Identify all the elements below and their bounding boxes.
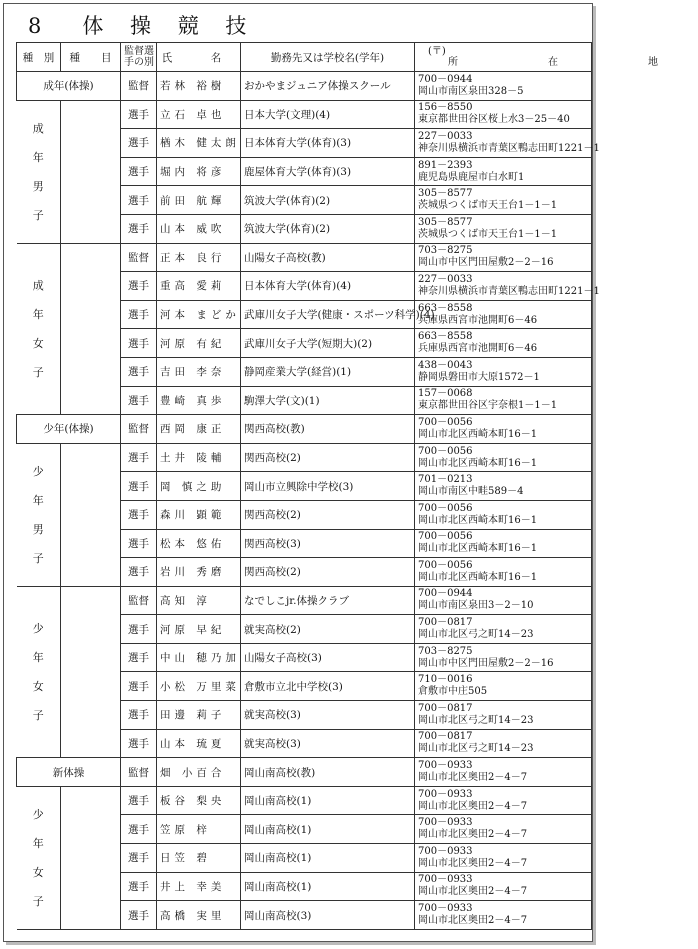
category-blank [61,443,121,586]
role-cell: 選手 [121,558,157,587]
school-cell: 関西高校(2) [241,500,415,529]
role-cell: 選手 [121,157,157,186]
category-label: 成 年 女 子 [17,243,61,415]
address-cell [415,844,592,873]
header-category-1: 種 別 [17,43,61,72]
postal-code: 703－8275 [418,645,473,657]
name-cell: 岩川 秀磨 [157,558,241,587]
address-cell [415,786,592,815]
name-cell: 立石 卓也 [157,100,241,129]
category-label: 少 年 男 子 [17,443,61,586]
address-text: 岡山市北区弓之町14－23 [418,743,534,755]
postal-code: 700－0933 [418,760,473,772]
role-cell: 選手 [121,815,157,844]
address-text: 鹿児島県鹿屋市白水町1 [418,171,525,183]
name-cell: 笠原 梓 [157,815,241,844]
name-cell: 畑 小百合 [157,758,241,787]
school-cell: 山陽女子高校(3) [241,643,415,672]
address-cell [415,357,592,386]
header-category-2: 種 目 [61,43,121,72]
address-cell [415,729,592,758]
table-row [17,758,592,787]
role-cell: 選手 [121,357,157,386]
school-cell: 武庫川女子大学(健康・スポーツ科学)(4) [241,300,415,329]
role-cell: 選手 [121,472,157,501]
address-cell [415,672,592,701]
postal-code: 700－0933 [418,845,473,857]
role-cell: 選手 [121,701,157,730]
table-row [17,786,592,815]
address-text: 岡山市北区弓之町14－23 [418,714,534,726]
table-row [17,72,592,101]
roster-body [17,43,698,930]
name-cell: 山本 琉夏 [157,729,241,758]
name-cell: 山本 威吹 [157,214,241,243]
address-text: 岡山市北区弓之町14－23 [418,629,534,641]
address-cell [415,872,592,901]
address-text: 岡山市北区西崎本町16－1 [418,514,538,526]
category-label: 少年(体操) [17,415,121,444]
postal-code: 227－0033 [418,273,473,285]
school-cell: 関西高校(教) [241,415,415,444]
address-text: 東京都世田谷区桜上水3－25－40 [418,114,570,126]
name-cell: 松本 悠佑 [157,529,241,558]
address-text: 東京都世田谷区宇奈根1－1－1 [418,400,558,412]
table-row [17,100,592,129]
role-cell: 監督 [121,758,157,787]
header-address [415,43,698,72]
role-cell: 選手 [121,186,157,215]
address-cell [415,272,600,301]
roster-table [16,42,698,930]
postal-code: 700－0056 [418,531,473,543]
address-text: 茨城県つくば市天王台1－1－1 [418,228,558,240]
name-cell: 河原 早紀 [157,615,241,644]
role-cell: 監督 [121,586,157,615]
address-cell [415,300,592,329]
role-cell: 監督 [121,243,157,272]
role-cell: 選手 [121,386,157,415]
address-text: 岡山市南区泉田3－2－10 [418,600,534,612]
name-cell: 前田 航輝 [157,186,241,215]
address-cell [415,643,592,672]
address-cell [415,758,592,787]
role-cell: 選手 [121,672,157,701]
name-cell: 楢木 健太朗 [157,129,241,158]
school-cell: 倉敷市立北中学校(3) [241,672,415,701]
school-cell: 岡山南高校(1) [241,815,415,844]
school-cell: 武庫川女子大学(短期大)(2) [241,329,415,358]
name-cell: 中山 穂乃加 [157,643,241,672]
header-postal-mark: (〒) [428,46,446,57]
name-cell: 井上 幸美 [157,872,241,901]
address-text: 岡山市北区奥田2－4－7 [418,772,528,784]
postal-code: 305－8577 [418,216,473,228]
school-cell: 山陽女子高校(教) [241,243,415,272]
address-text: 静岡県磐田市大原1572－1 [418,371,540,383]
address-cell [415,186,592,215]
name-cell: 小松 万里菜 [157,672,241,701]
address-cell [415,386,592,415]
school-cell: 岡山南高校(1) [241,786,415,815]
role-cell: 選手 [121,786,157,815]
address-text: 岡山市北区西崎本町16－1 [418,543,538,555]
header-row [17,43,592,72]
postal-code: 700－0933 [418,788,473,800]
category-label: 成 年 男 子 [17,100,61,243]
school-cell: 岡山市立興除中学校(3) [241,472,415,501]
school-cell: 関西高校(2) [241,558,415,587]
category-label: 新体操 [17,758,121,787]
postal-code: 700－0944 [418,588,473,600]
school-cell: 就実高校(3) [241,729,415,758]
role-cell: 選手 [121,214,157,243]
school-cell: 岡山南高校(教) [241,758,415,787]
header-role [121,43,157,72]
address-text: 岡山市南区中畦589－4 [418,486,524,498]
address-cell [415,329,592,358]
header-role-line1: 監督選 [124,46,154,57]
role-cell: 選手 [121,272,157,301]
name-cell: 高橋 実里 [157,901,241,930]
address-cell [415,558,592,587]
name-cell: 河本 まどか [157,300,241,329]
postal-code: 156－8550 [418,102,473,114]
table-row [17,415,592,444]
address-text: 岡山市北区奥田2－4－7 [418,915,528,927]
school-cell: 岡山南高校(1) [241,844,415,873]
postal-code: 891－2393 [418,159,473,171]
address-cell [415,615,592,644]
postal-code: 700－0056 [418,445,473,457]
address-text: 神奈川県横浜市青葉区鴨志田町1221－1 [418,285,600,297]
category-label: 少 年 女 子 [17,586,61,758]
role-cell: 選手 [121,643,157,672]
table-row [17,586,592,615]
name-cell: 豊崎 真歩 [157,386,241,415]
postal-code: 438－0043 [418,359,473,371]
school-cell: なでしこjr.体操クラブ [241,586,415,615]
school-cell: 静岡産業大学(経営)(1) [241,357,415,386]
address-text: 岡山市南区泉田328－5 [418,85,524,97]
category-label: 少 年 女 子 [17,786,61,929]
category-blank [61,243,121,415]
address-cell [415,415,592,444]
table-row [17,243,592,272]
postal-code: 700－0944 [418,73,473,85]
school-cell: 筑波大学(体育)(2) [241,214,415,243]
name-cell: 日笠 碧 [157,844,241,873]
role-cell: 選手 [121,844,157,873]
role-cell: 選手 [121,329,157,358]
header-name [157,43,241,72]
name-cell: 堀内 将彦 [157,157,241,186]
name-cell: 河原 有紀 [157,329,241,358]
school-cell: 鹿屋体育大学(体育)(3) [241,157,415,186]
postal-code: 700－0817 [418,702,473,714]
address-text: 岡山市北区西崎本町16－1 [418,428,538,440]
role-cell: 選手 [121,729,157,758]
postal-code: 701－0213 [418,474,473,486]
address-cell [415,243,592,272]
address-text: 岡山市北区西崎本町16－1 [418,571,538,583]
school-cell: 筑波大学(体育)(2) [241,186,415,215]
school-cell: 岡山南高校(3) [241,901,415,930]
address-cell [415,586,592,615]
postal-code: 700－0933 [418,817,473,829]
page-title: 8 体 操 競 技 [28,14,257,38]
postal-code: 700－0817 [418,731,473,743]
address-text: 岡山市中区門田屋敷2－2－16 [418,257,554,269]
role-cell: 選手 [121,100,157,129]
postal-code: 700－0056 [418,416,473,428]
school-cell: 日本体育大学(体育)(4) [241,272,415,301]
address-cell [415,100,592,129]
category-label: 成年(体操) [17,72,121,101]
address-cell [415,529,592,558]
address-text: 岡山市中区門田屋敷2－2－16 [418,657,554,669]
name-cell: 田邊 莉子 [157,701,241,730]
address-cell [415,129,600,158]
postal-code: 700－0933 [418,903,473,915]
school-cell: 岡山南高校(1) [241,872,415,901]
address-cell [415,701,592,730]
name-cell: 板谷 梨央 [157,786,241,815]
school-cell: 日本大学(文理)(4) [241,100,415,129]
school-cell: 就実高校(2) [241,615,415,644]
name-cell: 正本 良行 [157,243,241,272]
category-blank [61,586,121,758]
school-cell: おかやまジュニア体操スクール [241,72,415,101]
school-cell: 駒澤大学(文)(1) [241,386,415,415]
postal-code: 700－0056 [418,559,473,571]
postal-code: 703－8275 [418,245,473,257]
role-cell: 選手 [121,901,157,930]
postal-code: 305－8577 [418,188,473,200]
role-cell: 選手 [121,300,157,329]
address-cell [415,214,592,243]
address-cell [415,72,592,101]
school-cell: 日本体育大学(体育)(3) [241,129,415,158]
postal-code: 700－0933 [418,874,473,886]
name-cell: 吉田 李奈 [157,357,241,386]
name-cell: 森川 顕範 [157,500,241,529]
address-cell [415,443,592,472]
address-cell [415,500,592,529]
name-cell: 若林 裕樹 [157,72,241,101]
address-text: 兵庫県西宮市池開町6－46 [418,314,538,326]
name-cell: 西岡 康正 [157,415,241,444]
postal-code: 700－0056 [418,502,473,514]
header-address-label: 所 在 地 [448,57,698,68]
address-text: 神奈川県横浜市青葉区鴨志田町1221－1 [418,142,600,154]
header-role-line2: 手の別 [124,57,154,68]
category-blank [61,100,121,243]
role-cell: 選手 [121,500,157,529]
role-cell: 選手 [121,129,157,158]
address-cell [415,901,592,930]
category-blank [61,786,121,929]
address-text: 茨城県つくば市天王台1－1－1 [418,200,558,212]
postal-code: 663－8558 [418,331,473,343]
address-text: 兵庫県西宮市池開町6－46 [418,343,538,355]
address-text: 岡山市北区奥田2－4－7 [418,829,528,841]
postal-code: 227－0033 [418,130,473,142]
address-text: 岡山市北区奥田2－4－7 [418,800,528,812]
role-cell: 選手 [121,615,157,644]
name-cell: 重高 愛莉 [157,272,241,301]
school-cell: 関西高校(2) [241,443,415,472]
role-cell: 選手 [121,443,157,472]
name-cell: 岡 慎之助 [157,472,241,501]
name-cell: 土井 陵輔 [157,443,241,472]
header-name-label: 氏 名 [161,51,236,64]
postal-code: 710－0016 [418,674,473,686]
role-cell: 監督 [121,72,157,101]
address-cell [415,472,592,501]
address-cell [415,815,592,844]
table-row [17,443,592,472]
address-cell [415,157,592,186]
role-cell: 選手 [121,529,157,558]
address-text: 岡山市北区奥田2－4－7 [418,886,528,898]
address-text: 倉敷市中庄505 [418,686,488,698]
address-text: 岡山市北区奥田2－4－7 [418,857,528,869]
school-cell: 就実高校(3) [241,701,415,730]
postal-code: 700－0817 [418,617,473,629]
postal-code: 157－0068 [418,388,473,400]
header-school: 勤務先又は学校名(学年) [241,43,415,72]
school-cell: 関西高校(3) [241,529,415,558]
address-text: 岡山市北区西崎本町16－1 [418,457,538,469]
name-cell: 高知 淳 [157,586,241,615]
role-cell: 監督 [121,415,157,444]
role-cell: 選手 [121,872,157,901]
postal-code: 663－8558 [418,302,473,314]
